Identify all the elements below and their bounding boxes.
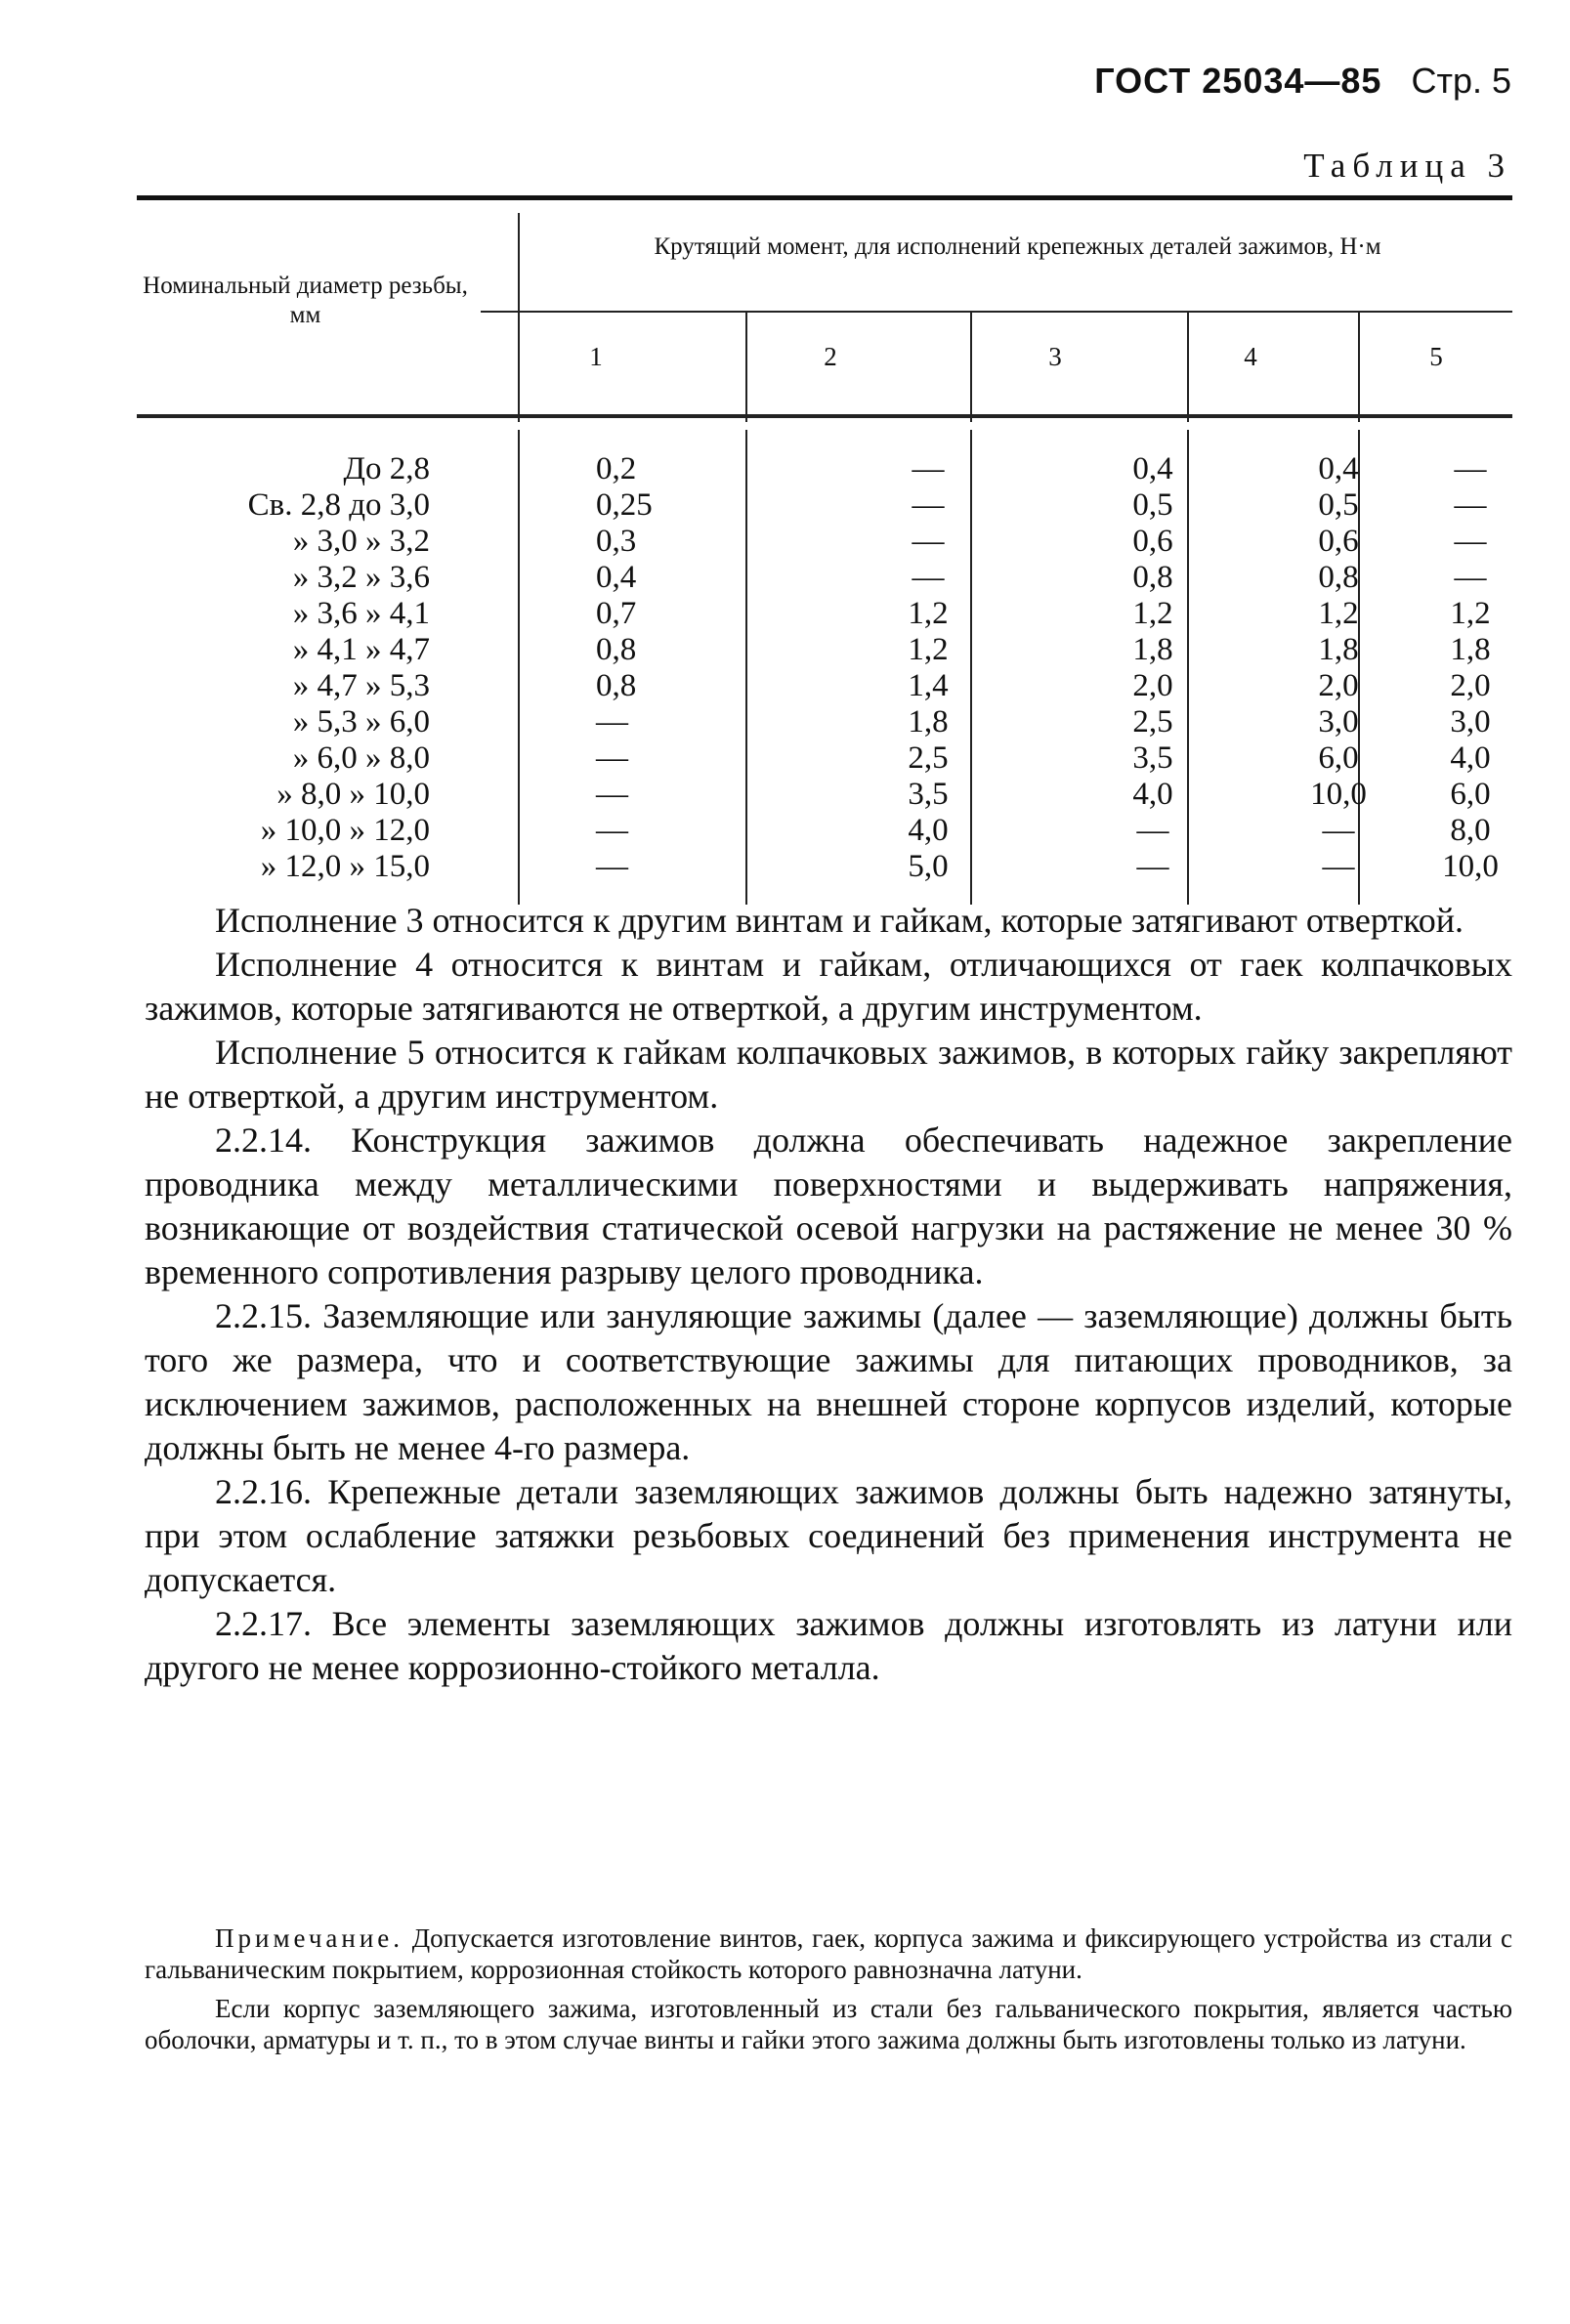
torque-value: 2,5 bbox=[908, 740, 949, 776]
torque-value: 0,6 bbox=[1318, 524, 1359, 559]
table-row bbox=[137, 740, 1512, 777]
paragraph: Исполнение 5 относится к гайкам колпачковых зажимов, в которых гайку закрепляют не отверткой, а другим инструментом. bbox=[145, 1033, 1512, 1116]
clause-2-2-14: 2.2.14. Конструкция зажимов должна обеспечивать надежное закрепление проводника между металлическими поверхностями и выдерживать напряжения, возникающие от воздействия статической осевой нагрузки на растяжение не менее 30 % временного сопротивления разрыву целого проводника. bbox=[145, 1120, 1512, 1291]
torque-value: 3,0 bbox=[1318, 704, 1359, 739]
torque-value: 1,8 bbox=[908, 704, 949, 739]
col-divider-head bbox=[970, 311, 972, 422]
page-number: Стр. 5 bbox=[1411, 61, 1511, 101]
torque-value: 0,8 bbox=[1318, 560, 1359, 595]
torque-value: — bbox=[1136, 813, 1169, 848]
torque-value: — bbox=[596, 813, 628, 848]
torque-value: 8,0 bbox=[1450, 813, 1491, 848]
table-row bbox=[137, 596, 1512, 632]
torque-value: — bbox=[596, 740, 628, 776]
table-row bbox=[137, 813, 1512, 849]
torque-value: 1,2 bbox=[1318, 596, 1359, 631]
torque-value: — bbox=[1454, 451, 1487, 486]
standard-number: ГОСТ 25034—85 bbox=[1094, 61, 1382, 101]
col-divider-head bbox=[1358, 311, 1360, 422]
torque-value: 6,0 bbox=[1318, 740, 1359, 776]
diameter-range: » 3,0 » 3,2 bbox=[292, 524, 430, 559]
paragraph: Исполнение 3 относится к другим винтам и гайкам, которые затягивают отверткой. bbox=[215, 901, 1464, 940]
group-header-label: Крутящий момент, для исполнений крепежных деталей зажимов, Н·м bbox=[654, 233, 1381, 260]
diameter-range: » 4,1 » 4,7 bbox=[292, 632, 430, 667]
torque-value: 3,0 bbox=[1450, 704, 1491, 739]
body-text bbox=[145, 899, 1512, 1690]
table-row bbox=[137, 704, 1512, 740]
column-header-5: 5 bbox=[1429, 342, 1443, 371]
note-paragraph bbox=[145, 1923, 1512, 1985]
torque-value: 3,5 bbox=[908, 777, 949, 812]
col-divider-head bbox=[518, 213, 520, 422]
row-header-label: Номинальный диаметр резьбы, мм bbox=[143, 273, 468, 328]
diameter-range: » 12,0 » 15,0 bbox=[260, 849, 430, 884]
column-header-1: 1 bbox=[589, 342, 603, 371]
diameter-range: До 2,8 bbox=[343, 451, 430, 486]
table-top-rule bbox=[137, 195, 1512, 200]
torque-value: 1,2 bbox=[908, 632, 949, 667]
clause-2-2-16: 2.2.16. Крепежные детали заземляющих зажимов должны быть надежно затянуты, при этом ослабление затяжки резьбовых соединений без применения инструмента не допускается. bbox=[145, 1472, 1512, 1599]
torque-value: — bbox=[596, 704, 628, 739]
diameter-range: » 4,7 » 5,3 bbox=[292, 668, 430, 703]
torque-table bbox=[137, 195, 1512, 913]
paragraph: Исполнение 4 относится к винтам и гайкам, отличающихся от гаек колпачковых зажимов, которые затягиваются не отверткой, а другим инструментом. bbox=[145, 945, 1512, 1028]
torque-value: 10,0 bbox=[1310, 777, 1367, 812]
clause-2-2-15: 2.2.15. Заземляющие или зануляющие зажимы (далее — заземляющие) должны быть того же размера, что и соответствующие зажимы для питающих проводников, за исключением зажимов, расположенных на внешней стороне корпусов изделий, которые должны быть не менее 4-го размера. bbox=[145, 1296, 1512, 1467]
page-header bbox=[1094, 61, 1511, 102]
column-header-3: 3 bbox=[1048, 342, 1062, 371]
torque-value: 0,6 bbox=[1132, 524, 1173, 559]
torque-value: 1,8 bbox=[1450, 632, 1491, 667]
torque-value: 2,0 bbox=[1318, 668, 1359, 703]
torque-value: 1,2 bbox=[1450, 596, 1491, 631]
column-header-4: 4 bbox=[1244, 342, 1257, 371]
torque-value: 2,0 bbox=[1450, 668, 1491, 703]
torque-value: 10,0 bbox=[1442, 849, 1499, 884]
diameter-range: » 10,0 » 12,0 bbox=[260, 813, 430, 848]
table-row bbox=[137, 560, 1512, 596]
torque-value: 0,8 bbox=[596, 668, 637, 703]
torque-value: 5,0 bbox=[908, 849, 949, 884]
torque-value: 2,5 bbox=[1132, 704, 1173, 739]
torque-value: 1,8 bbox=[1318, 632, 1359, 667]
torque-value: 0,25 bbox=[596, 487, 653, 523]
torque-value: — bbox=[912, 487, 945, 523]
torque-value: — bbox=[596, 777, 628, 812]
table-row bbox=[137, 487, 1512, 524]
torque-value: — bbox=[912, 524, 945, 559]
diameter-range: » 3,6 » 4,1 bbox=[292, 596, 430, 631]
column-header-2: 2 bbox=[824, 342, 837, 371]
torque-value: 1,2 bbox=[908, 596, 949, 631]
torque-value: — bbox=[1322, 813, 1355, 848]
table-row bbox=[137, 632, 1512, 668]
table-caption: Таблица 3 bbox=[1303, 147, 1511, 185]
torque-value: 0,7 bbox=[596, 596, 637, 631]
torque-value: 4,0 bbox=[1450, 740, 1491, 776]
clause-2-2-17: 2.2.17. Все элементы заземляющих зажимов должны изготовлять из латуни или другого не менее коррозионно-стойкого металла. bbox=[145, 1604, 1512, 1687]
torque-value: 0,8 bbox=[1132, 560, 1173, 595]
diameter-range: » 6,0 » 8,0 bbox=[292, 740, 430, 776]
torque-value: — bbox=[912, 451, 945, 486]
torque-value: 1,4 bbox=[908, 668, 949, 703]
diameter-range: » 3,2 » 3,6 bbox=[292, 560, 430, 595]
torque-value: 0,2 bbox=[596, 451, 637, 486]
torque-value: 1,8 bbox=[1132, 632, 1173, 667]
table-row bbox=[137, 451, 1512, 487]
table-row bbox=[137, 777, 1512, 813]
torque-value: 0,3 bbox=[596, 524, 637, 559]
table-row bbox=[137, 849, 1512, 885]
torque-value: 3,5 bbox=[1132, 740, 1173, 776]
diameter-range: » 5,3 » 6,0 bbox=[292, 704, 430, 739]
diameter-range: Св. 2,8 до 3,0 bbox=[247, 487, 430, 523]
torque-value: 0,4 bbox=[1132, 451, 1173, 486]
col-divider-head bbox=[745, 311, 747, 422]
torque-value: — bbox=[1322, 849, 1355, 884]
torque-value: 4,0 bbox=[908, 813, 949, 848]
header-bottom-rule bbox=[137, 414, 1512, 418]
table-row bbox=[137, 668, 1512, 704]
col-divider-head bbox=[1187, 311, 1189, 422]
torque-value: 0,4 bbox=[1318, 451, 1359, 486]
note bbox=[145, 1923, 1512, 2063]
note-paragraph-2: Если корпус заземляющего зажима, изготовленный из стали без гальванического покрытия, является частью оболочки, арматуры и т. п., то в этом случае винты и гайки этого зажима должны быть изготовлены только из латуни. bbox=[145, 1994, 1512, 2054]
torque-value: — bbox=[912, 560, 945, 595]
diameter-range: » 8,0 » 10,0 bbox=[276, 777, 430, 812]
torque-value: 1,2 bbox=[1132, 596, 1173, 631]
torque-value: — bbox=[596, 849, 628, 884]
note-label: Примечание. bbox=[215, 1923, 404, 1953]
note-text: Допускается изготовление винтов, гаек, корпуса зажима и фиксирующего устройства из стали с гальваническим покрытием, коррозионная стойкость которого равнозначна латуни. bbox=[145, 1923, 1512, 1984]
torque-value: 0,8 bbox=[596, 632, 637, 667]
torque-value: — bbox=[1454, 560, 1487, 595]
torque-value: 6,0 bbox=[1450, 777, 1491, 812]
torque-value: 0,5 bbox=[1132, 487, 1173, 523]
torque-value: 4,0 bbox=[1132, 777, 1173, 812]
torque-value: — bbox=[1454, 487, 1487, 523]
torque-value: 0,4 bbox=[596, 560, 637, 595]
torque-value: — bbox=[1136, 849, 1169, 884]
table-row bbox=[137, 524, 1512, 560]
torque-value: 0,5 bbox=[1318, 487, 1359, 523]
torque-value: 2,0 bbox=[1132, 668, 1173, 703]
torque-value: — bbox=[1454, 524, 1487, 559]
